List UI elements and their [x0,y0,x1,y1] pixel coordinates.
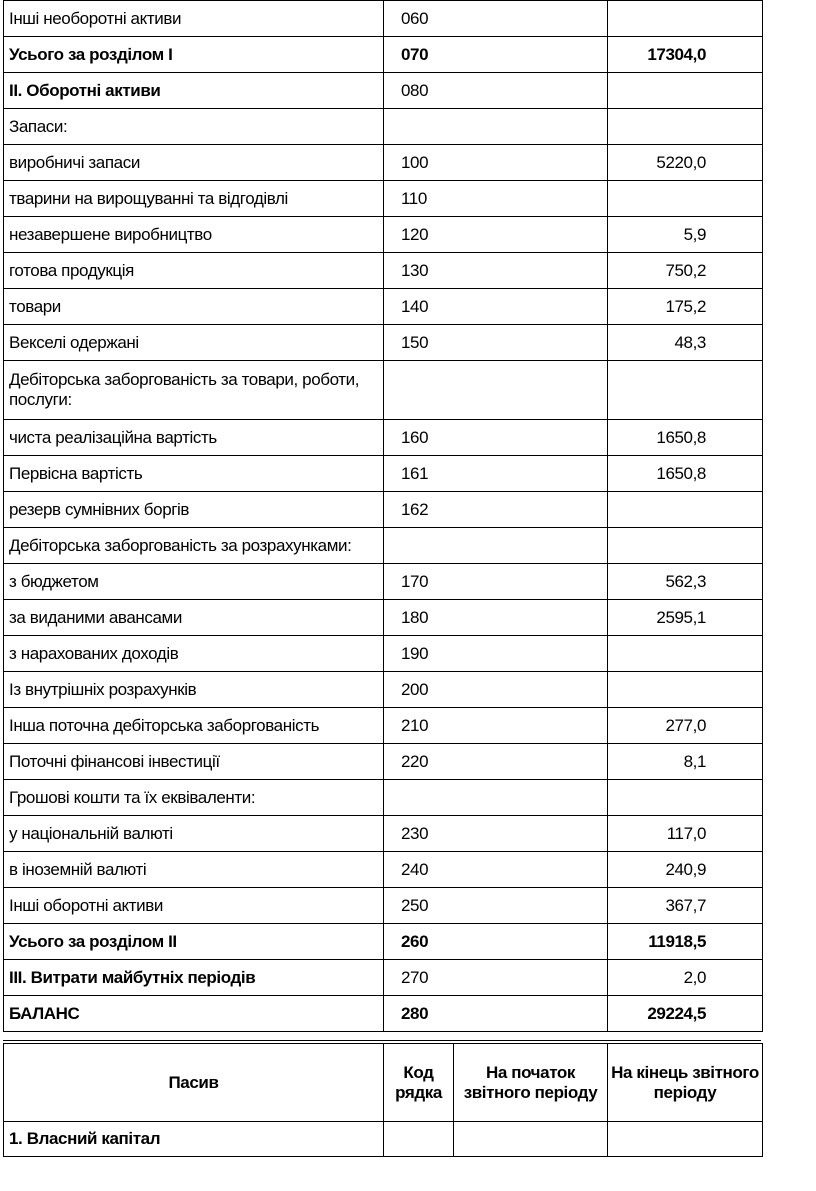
empty-cell [608,1122,763,1157]
row-label: готова продукція [4,253,384,289]
row-label: Дебіторська заборгованість за товари, роботи, послуги: [4,361,384,420]
row-value: 277,0 [608,708,763,744]
row-label: товари [4,289,384,325]
table-row [4,816,763,852]
row-code: 170 [384,564,608,600]
section-title: 1. Власний капітал [4,1122,384,1157]
row-label: Векселі одержані [4,325,384,361]
row-value: 8,1 [608,744,763,780]
row-value: 48,3 [608,325,763,361]
row-label: ІІ. Оборотні активи [4,73,384,109]
row-code: 060 [384,1,608,37]
table-row [4,780,763,816]
row-code: 230 [384,816,608,852]
table-row [4,217,763,253]
table-row [4,492,763,528]
table-row [4,888,763,924]
row-value [608,672,763,708]
table-row [4,420,763,456]
row-code: 130 [384,253,608,289]
row-code: 161 [384,456,608,492]
row-value: 240,9 [608,852,763,888]
header-liabilities: Пасив [4,1044,384,1122]
liabilities-table [3,1043,763,1157]
row-label: Первісна вартість [4,456,384,492]
row-value: 17304,0 [608,37,763,73]
row-label: тварини на вирощуванні та відгодівлі [4,181,384,217]
row-label: Інші необоротні активи [4,1,384,37]
row-value: 117,0 [608,816,763,852]
row-label: БАЛАНС [4,996,384,1032]
table-row [4,672,763,708]
row-value [608,492,763,528]
row-value [608,528,763,564]
table-row [4,253,763,289]
table-row [4,325,763,361]
row-value: 175,2 [608,289,763,325]
row-value [608,636,763,672]
table-row [4,456,763,492]
row-code: 210 [384,708,608,744]
assets-table [3,0,763,1032]
row-label: Усього за розділом ІІ [4,924,384,960]
row-value [608,109,763,145]
row-value [608,780,763,816]
row-label: Усього за розділом І [4,37,384,73]
header-row-code: Код рядка [384,1044,454,1122]
liabilities-header-row [4,1044,763,1122]
row-code: 240 [384,852,608,888]
table-row [4,744,763,780]
row-label: незавершене виробництво [4,217,384,253]
row-label: Інші оборотні активи [4,888,384,924]
table-row [4,528,763,564]
row-value [608,181,763,217]
table-row [4,109,763,145]
row-code: 120 [384,217,608,253]
table-row [4,361,763,420]
row-code: 270 [384,960,608,996]
table-row [4,708,763,744]
row-value [608,73,763,109]
row-value: 2595,1 [608,600,763,636]
row-value [608,1,763,37]
row-code: 080 [384,73,608,109]
header-period-start: На початок звітного періоду [454,1044,608,1122]
row-code: 180 [384,600,608,636]
row-value: 5220,0 [608,145,763,181]
table-row [4,852,763,888]
section-row-equity [4,1122,763,1157]
row-label: виробничі запаси [4,145,384,181]
row-value: 5,9 [608,217,763,253]
row-code: 140 [384,289,608,325]
table-row [4,37,763,73]
row-label: чиста реалізаційна вартість [4,420,384,456]
row-code: 160 [384,420,608,456]
row-code [384,528,608,564]
empty-cell [454,1122,608,1157]
row-label: з бюджетом [4,564,384,600]
row-code: 110 [384,181,608,217]
row-code: 150 [384,325,608,361]
row-label: у національній валюті [4,816,384,852]
table-row [4,289,763,325]
row-label: Із внутрішніх розрахунків [4,672,384,708]
row-label: Запаси: [4,109,384,145]
row-value [608,361,763,420]
empty-cell [384,1122,454,1157]
row-value: 1650,8 [608,456,763,492]
row-code [384,109,608,145]
table-row [4,564,763,600]
row-code: 260 [384,924,608,960]
row-label: Грошові кошти та їх еквіваленти: [4,780,384,816]
row-value: 367,7 [608,888,763,924]
row-code: 220 [384,744,608,780]
row-label: Дебіторська заборгованість за розрахунками: [4,528,384,564]
row-code: 190 [384,636,608,672]
row-label: резерв сумнівних боргів [4,492,384,528]
assets-table-body [4,1,763,1032]
table-row [4,924,763,960]
row-code [384,361,608,420]
header-period-end: На кінець звітного періоду [608,1044,763,1122]
row-value: 562,3 [608,564,763,600]
row-code: 280 [384,996,608,1032]
row-label: Інша поточна дебіторська заборгованість [4,708,384,744]
row-value: 750,2 [608,253,763,289]
row-label: Поточні фінансові інвестиції [4,744,384,780]
row-value: 2,0 [608,960,763,996]
row-label: в іноземній валюті [4,852,384,888]
table-row [4,1,763,37]
row-code: 162 [384,492,608,528]
row-code: 200 [384,672,608,708]
row-value: 1650,8 [608,420,763,456]
table-row [4,636,763,672]
table-row [4,145,763,181]
table-row [4,996,763,1032]
row-label: з нарахованих доходів [4,636,384,672]
row-code: 100 [384,145,608,181]
table-row [4,73,763,109]
table-row [4,181,763,217]
row-code: 250 [384,888,608,924]
row-label: ІІІ. Витрати майбутніх періодів [4,960,384,996]
row-code: 070 [384,37,608,73]
row-value: 29224,5 [608,996,763,1032]
row-value: 11918,5 [608,924,763,960]
table-row [4,960,763,996]
row-label: за виданими авансами [4,600,384,636]
row-code [384,780,608,816]
table-row [4,600,763,636]
